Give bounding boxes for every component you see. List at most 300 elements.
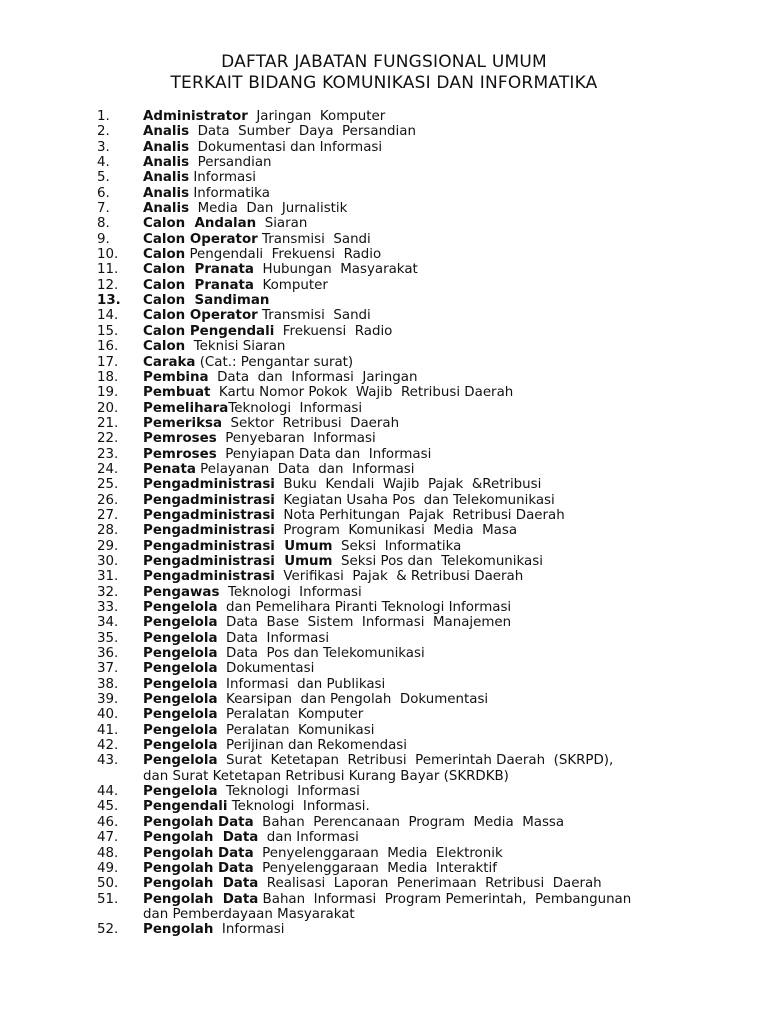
list-item-line (97, 922, 737, 937)
item-title: Pengelola (143, 692, 218, 708)
item-number: 39. (97, 692, 119, 708)
item-title: Pengelola (143, 738, 218, 754)
item-title: Pemelihara (143, 400, 229, 416)
list-item (97, 109, 737, 124)
list-item (97, 738, 737, 753)
list-item (97, 815, 737, 830)
item-title: Pembuat (143, 385, 211, 401)
item-title: Pengawas (143, 584, 220, 600)
item-text (143, 539, 737, 554)
item-title: Pengadministrasi (143, 523, 275, 539)
item-description: Teknologi Informasi (219, 584, 362, 600)
item-text (143, 861, 737, 876)
item-text (143, 523, 737, 538)
document-title (0, 52, 768, 94)
item-number: 35. (97, 630, 119, 646)
item-number: 33. (97, 600, 119, 615)
item-description: Komputer (253, 277, 328, 293)
item-title: Calon Pranata (143, 262, 254, 278)
list-item (97, 585, 737, 600)
list-item-line (97, 815, 737, 830)
list-item (97, 723, 737, 738)
item-description: Pelayanan Data dan Informasi (195, 461, 415, 477)
item-text (143, 585, 737, 600)
item-description: Bahan Informasi Program Pemerintah, Pembangunan (258, 891, 632, 907)
item-title: Caraka (143, 354, 196, 370)
item-number: 30. (97, 553, 119, 569)
list-item (97, 554, 737, 569)
list-item (97, 631, 737, 646)
item-description: Informasi (189, 170, 256, 186)
list-item (97, 477, 737, 492)
item-description: Media Dan Jurnalistik (189, 201, 348, 217)
list-item (97, 569, 737, 584)
item-description: Teknologi Informasi. (227, 799, 370, 815)
item-title: Pengelola (143, 646, 218, 662)
item-title: Pengadministrasi (143, 507, 275, 523)
item-title: Calon Operator (143, 231, 258, 247)
item-number: 16. (97, 339, 119, 355)
item-title: Pengelola (143, 707, 218, 723)
item-number: 8. (97, 216, 110, 232)
item-title: Analis (143, 139, 190, 155)
item-number: 17. (97, 354, 119, 370)
item-number: 32. (97, 584, 119, 600)
item-text (143, 140, 737, 155)
item-text (143, 922, 737, 937)
title-line-1: DAFTAR JABATAN FUNGSIONAL UMUM (221, 52, 547, 72)
item-text (143, 186, 737, 201)
list-item-line (97, 738, 737, 753)
list-item (97, 692, 737, 707)
item-number: 52. (97, 922, 119, 938)
item-text (143, 799, 737, 814)
item-title: Pengadministrasi (143, 492, 275, 508)
list-item (97, 124, 737, 139)
item-title: Calon (143, 339, 186, 355)
item-description: Teknologi Informasi (228, 400, 363, 416)
position-list (97, 109, 737, 938)
item-number: 48. (97, 845, 119, 861)
item-text (143, 600, 737, 615)
item-text (143, 262, 737, 277)
item-description: Dokumentasi dan Informasi (189, 139, 383, 155)
item-title: Calon Operator (143, 308, 258, 324)
item-text (143, 830, 737, 845)
list-item-line (97, 493, 737, 508)
item-description: Peralatan Komunikasi (217, 722, 375, 738)
list-item (97, 846, 737, 861)
list-item (97, 247, 737, 262)
list-item-line (97, 109, 737, 124)
list-item (97, 278, 737, 293)
list-item-line (97, 861, 737, 876)
item-title: Pengolah Data (143, 830, 259, 846)
list-item-line (97, 753, 737, 768)
list-item (97, 324, 737, 339)
item-title: Pengadministrasi (143, 569, 275, 585)
list-item (97, 539, 737, 554)
item-number: 28. (97, 523, 119, 539)
list-item-line (97, 201, 737, 216)
item-text (143, 631, 737, 646)
list-item (97, 830, 737, 845)
item-description: Transmisi Sandi (257, 231, 371, 247)
list-item-line (97, 124, 737, 139)
item-text (143, 738, 737, 753)
list-item (97, 707, 737, 722)
item-text (143, 846, 737, 861)
item-text (143, 124, 737, 139)
list-item (97, 876, 737, 891)
item-text (143, 155, 737, 170)
list-item-line (97, 600, 737, 615)
list-item (97, 600, 737, 615)
item-text (143, 892, 737, 907)
item-number: 43. (97, 753, 119, 769)
list-item (97, 799, 737, 814)
list-item (97, 201, 737, 216)
item-number: 1. (97, 109, 110, 124)
list-item (97, 784, 737, 799)
list-item-line (97, 585, 737, 600)
item-number: 34. (97, 615, 119, 631)
item-title: Analis (143, 155, 190, 171)
item-text (143, 569, 737, 584)
item-description: Penyiapan Data dan Informasi (216, 446, 432, 462)
list-item-line (97, 892, 737, 907)
item-number: 15. (97, 323, 119, 339)
list-item (97, 370, 737, 385)
item-description: Pengendali Frekuensi Radio (185, 247, 382, 263)
item-description: Kartu Nomor Pokok Wajib Retribusi Daerah (210, 385, 514, 401)
item-description: dan Pemelihara Piranti Teknologi Informasi (217, 600, 512, 615)
item-text (143, 784, 737, 799)
list-item-line (97, 846, 737, 861)
item-number: 51. (97, 891, 119, 907)
list-item (97, 677, 737, 692)
item-text (143, 416, 737, 431)
item-number: 4. (97, 155, 110, 171)
item-title: Penata (143, 461, 196, 477)
item-title: Pengadministrasi (143, 477, 275, 493)
list-item-line (97, 370, 737, 385)
item-text (143, 170, 737, 185)
list-item-line (97, 692, 737, 707)
list-item-line (97, 308, 737, 323)
list-item (97, 170, 737, 185)
list-item-line (97, 262, 737, 277)
item-number: 18. (97, 369, 119, 385)
list-item (97, 308, 737, 323)
list-item-line (97, 784, 737, 799)
item-text (143, 753, 737, 768)
item-number: 50. (97, 876, 119, 892)
list-item-line (97, 569, 737, 584)
list-item-line (97, 232, 737, 247)
item-number: 23. (97, 446, 119, 462)
item-description: Informasi (213, 922, 285, 938)
list-item (97, 262, 737, 277)
item-title: Calon Andalan (143, 216, 257, 232)
list-item-line (97, 186, 737, 201)
list-item-line (97, 216, 737, 231)
list-item (97, 155, 737, 170)
item-title: Pengolah Data (143, 876, 259, 892)
item-continuation: dan Surat Ketetapan Retribusi Kurang Bayar (SKRDKB) (143, 768, 509, 784)
item-text (143, 493, 737, 508)
item-title: Pemroses (143, 446, 217, 462)
list-item-line (97, 416, 737, 431)
item-text (143, 723, 737, 738)
item-number: 20. (97, 400, 119, 416)
item-title: Pemeriksa (143, 415, 223, 431)
item-description: Penyelenggaraan Media Interaktif (253, 860, 497, 876)
item-number: 13. (97, 293, 121, 309)
item-description: Surat Ketetapan Retribusi Pemerintah Daerah (SKRPD), (217, 753, 614, 769)
list-item-line (97, 324, 737, 339)
item-title: Pemroses (143, 431, 217, 447)
list-item (97, 339, 737, 354)
list-item-line (97, 508, 737, 523)
list-item-line (97, 447, 737, 462)
list-item (97, 431, 737, 446)
item-text (143, 707, 737, 722)
item-number: 38. (97, 676, 119, 692)
item-number: 2. (97, 124, 110, 140)
list-item-line (97, 170, 737, 185)
item-text (143, 876, 737, 891)
item-number: 49. (97, 860, 119, 876)
item-title: Pengelola (143, 753, 218, 769)
list-item-line (97, 799, 737, 814)
item-text (143, 385, 737, 400)
item-title: Pengelola (143, 615, 218, 631)
item-text (143, 508, 737, 523)
item-description: Informatika (189, 185, 270, 201)
list-item (97, 186, 737, 201)
item-description: Siaran (256, 216, 308, 232)
item-description: Teknisi Siaran (185, 339, 286, 355)
list-item (97, 447, 737, 462)
item-title: Analis (143, 170, 190, 186)
item-title: Calon Pranata (143, 277, 254, 293)
item-text (143, 615, 737, 630)
item-number: 6. (97, 185, 110, 201)
item-text (143, 431, 737, 446)
item-description: Perijinan dan Rekomendasi (217, 738, 407, 754)
item-text (143, 447, 737, 462)
item-description: Nota Perhitungan Pajak Retribusi Daerah (274, 507, 565, 523)
item-title: Pengolah Data (143, 814, 254, 830)
item-number: 24. (97, 461, 119, 477)
list-item (97, 646, 737, 661)
item-title: Pembina (143, 369, 209, 385)
item-number: 11. (97, 262, 119, 278)
item-number: 41. (97, 722, 119, 738)
list-item (97, 462, 737, 477)
item-description: Peralatan Komputer (217, 707, 364, 723)
item-text (143, 201, 737, 216)
item-description: Program Komunikasi Media Masa (274, 523, 518, 539)
item-text (143, 815, 737, 830)
list-item-line (97, 247, 737, 262)
list-item (97, 615, 737, 630)
list-item-line (97, 677, 737, 692)
item-number: 45. (97, 799, 119, 815)
item-title: Pengolah Data (143, 860, 254, 876)
item-number: 26. (97, 492, 119, 508)
list-item-line (97, 523, 737, 538)
item-title: Pengolah Data (143, 845, 254, 861)
item-title: Calon Pengendali (143, 323, 275, 339)
item-description: Teknologi Informasi (217, 784, 360, 800)
item-description: dan Informasi (258, 830, 359, 846)
item-title: Pengolah Data (143, 891, 259, 907)
item-text (143, 462, 737, 477)
item-description: Seksi Informatika (332, 538, 462, 554)
list-item (97, 922, 737, 937)
list-item-line (97, 355, 737, 370)
list-item-line (97, 830, 737, 845)
item-description: Data Base Sistem Informasi Manajemen (217, 615, 512, 631)
list-item (97, 508, 737, 523)
item-title: Pengelola (143, 784, 218, 800)
item-text (143, 355, 737, 370)
item-number: 22. (97, 431, 119, 447)
item-text (143, 293, 737, 308)
item-number: 3. (97, 139, 110, 155)
item-number: 25. (97, 477, 119, 493)
list-item-line (97, 876, 737, 891)
item-description: Informasi dan Publikasi (217, 676, 386, 692)
item-text (143, 692, 737, 707)
item-number: 40. (97, 707, 119, 723)
item-number: 10. (97, 247, 119, 263)
item-description: Transmisi Sandi (257, 308, 371, 324)
list-item-line (97, 707, 737, 722)
item-description: Dokumentasi (217, 661, 315, 677)
item-number: 36. (97, 646, 119, 662)
item-text (143, 661, 737, 676)
item-title: Analis (143, 185, 190, 201)
item-description: Frekuensi Radio (274, 323, 393, 339)
list-item-line (97, 385, 737, 400)
item-text (143, 109, 737, 124)
item-description: Kegiatan Usaha Pos dan Telekomunikasi (274, 492, 555, 508)
item-number: 27. (97, 507, 119, 523)
list-item (97, 416, 737, 431)
list-item (97, 753, 737, 784)
list-item-line (97, 293, 737, 308)
item-number: 37. (97, 661, 119, 677)
item-number: 19. (97, 385, 119, 401)
item-text (143, 401, 737, 416)
item-title: Pengelola (143, 661, 218, 677)
item-number: 7. (97, 201, 110, 217)
item-title: Pengadministrasi Umum (143, 553, 333, 569)
item-text (143, 247, 737, 262)
item-title: Pengelola (143, 676, 218, 692)
item-text (143, 278, 737, 293)
item-description: Data dan Informasi Jaringan (208, 369, 418, 385)
item-number: 12. (97, 277, 119, 293)
list-item-line (97, 539, 737, 554)
item-number: 44. (97, 784, 119, 800)
list-item-line (97, 401, 737, 416)
list-item-line (97, 339, 737, 354)
item-title: Pengelola (143, 600, 218, 615)
item-text (143, 308, 737, 323)
item-description: Penyebaran Informasi (216, 431, 376, 447)
item-description: Data Informasi (217, 630, 330, 646)
item-number: 5. (97, 170, 110, 186)
item-text (143, 216, 737, 231)
item-description: Seksi Pos dan Telekomunikasi (332, 553, 543, 569)
item-text (143, 477, 737, 492)
item-continuation: dan Pemberdayaan Masyarakat (143, 906, 355, 922)
list-item (97, 385, 737, 400)
list-item-line (97, 477, 737, 492)
item-number: 46. (97, 814, 119, 830)
list-item-line (97, 278, 737, 293)
list-item-line (97, 723, 737, 738)
item-description: Kearsipan dan Pengolah Dokumentasi (217, 692, 489, 708)
item-title: Calon (143, 247, 186, 263)
item-title: Pengadministrasi Umum (143, 538, 333, 554)
item-description: Realisasi Laporan Penerimaan Retribusi Daerah (258, 876, 602, 892)
list-item (97, 661, 737, 676)
item-text (143, 324, 737, 339)
list-item (97, 293, 737, 308)
list-item (97, 216, 737, 231)
list-item-line (97, 140, 737, 155)
item-description: (Cat.: Pengantar surat) (195, 354, 354, 370)
item-title: Pengendali (143, 799, 228, 815)
item-title: Pengelola (143, 722, 218, 738)
item-title: Administrator (143, 109, 248, 124)
item-title: Pengelola (143, 630, 218, 646)
item-description: Verifikasi Pajak & Retribusi Daerah (274, 569, 524, 585)
item-title: Calon Sandiman (143, 293, 270, 309)
item-description: Persandian (189, 155, 272, 171)
item-description: Bahan Perencanaan Program Media Massa (253, 814, 565, 830)
item-number: 9. (97, 231, 110, 247)
item-title: Analis (143, 124, 190, 140)
item-text (143, 232, 737, 247)
item-description: Data Sumber Daya Persandian (189, 124, 416, 140)
title-line-2: TERKAIT BIDANG KOMUNIKASI DAN INFORMATIKA (170, 73, 598, 93)
item-title: Analis (143, 201, 190, 217)
item-text (143, 339, 737, 354)
list-item-line (97, 462, 737, 477)
list-item-line (97, 646, 737, 661)
item-description: Hubungan Masyarakat (253, 262, 418, 278)
item-number: 29. (97, 538, 119, 554)
list-item (97, 355, 737, 370)
list-item-line (97, 631, 737, 646)
item-number: 21. (97, 415, 119, 431)
item-text (143, 554, 737, 569)
item-description: Jaringan Komputer (247, 109, 386, 124)
list-item-line (97, 615, 737, 630)
list-item (97, 892, 737, 923)
item-text (143, 677, 737, 692)
item-text (143, 646, 737, 661)
list-item (97, 401, 737, 416)
list-item-line (97, 554, 737, 569)
list-item-line (97, 155, 737, 170)
